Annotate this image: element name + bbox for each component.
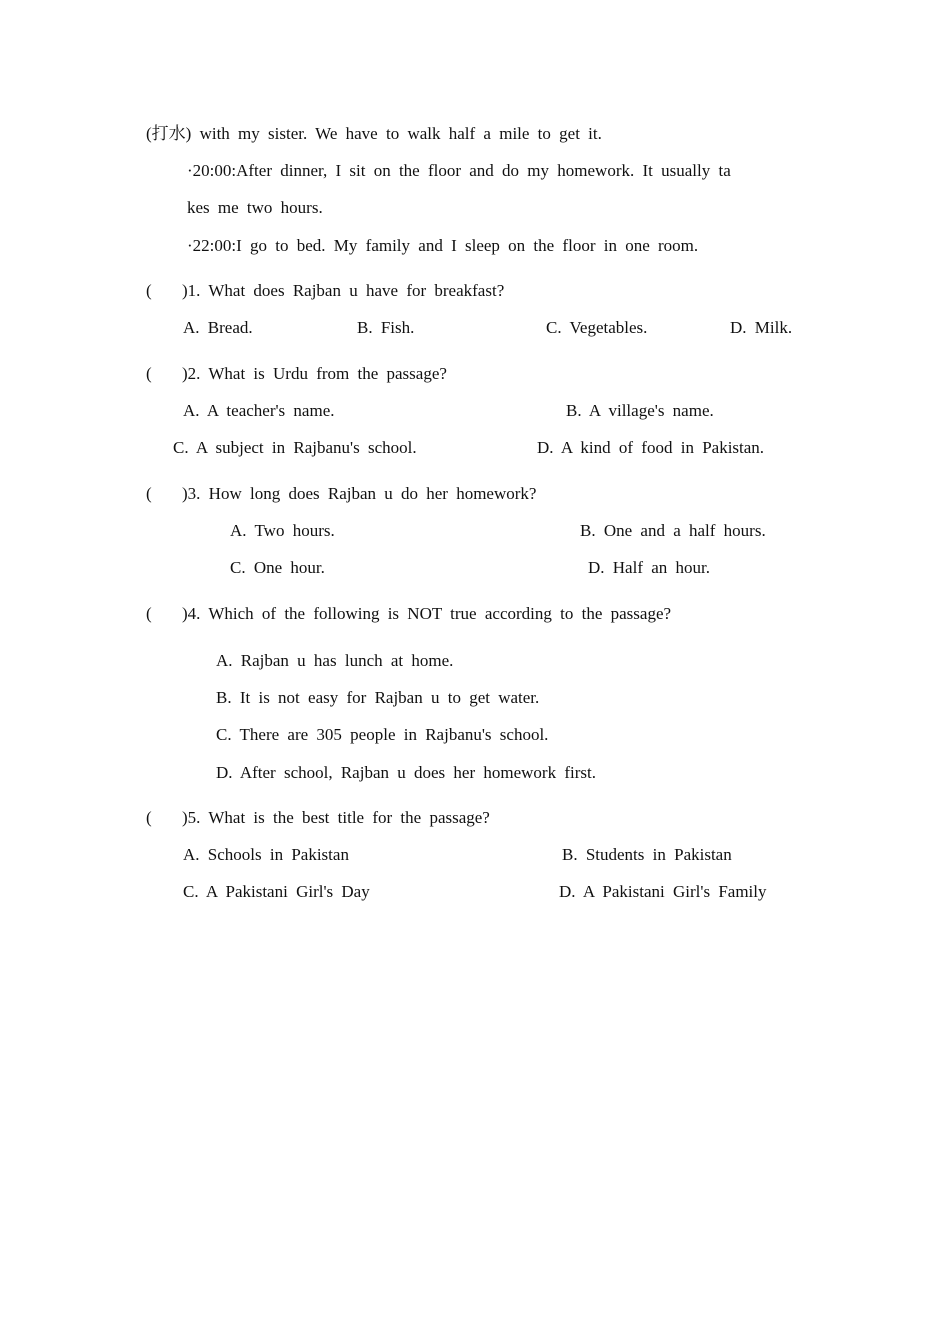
q4-option-c[interactable]: C. There are 305 people in Rajbanu's school. xyxy=(216,725,549,744)
q5-option-c[interactable]: C. A Pakistani Girl's Day xyxy=(183,882,370,901)
question-1-text: )1. What does Rajban u have for breakfast? xyxy=(182,281,505,300)
question-2 xyxy=(146,363,447,385)
question-5 xyxy=(146,807,490,829)
question-3-text: )3. How long does Rajban u do her homework? xyxy=(182,484,537,503)
q2-option-a[interactable]: A. A teacher's name. xyxy=(183,401,335,420)
question-3 xyxy=(146,483,536,505)
q3-option-a[interactable]: A. Two hours. xyxy=(230,521,335,540)
answer-blank-3[interactable]: ( xyxy=(146,484,152,503)
q3-option-c[interactable]: C. One hour. xyxy=(230,558,325,577)
q1-option-d[interactable]: D. Milk. xyxy=(730,318,793,337)
question-2-text: )2. What is Urdu from the passage? xyxy=(182,364,447,383)
passage-line-3: kes me two hours. xyxy=(187,198,323,217)
q1-option-c[interactable]: C. Vegetables. xyxy=(546,318,648,337)
q2-option-d[interactable]: D. A kind of food in Pakistan. xyxy=(537,438,765,457)
answer-blank-1[interactable]: ( xyxy=(146,281,152,300)
question-4 xyxy=(146,603,671,625)
q5-option-a[interactable]: A. Schools in Pakistan xyxy=(183,845,349,864)
question-4-text: )4. Which of the following is NOT true according to the passage? xyxy=(182,604,672,623)
q2-option-b[interactable]: B. A village's name. xyxy=(566,401,714,420)
answer-blank-5[interactable]: ( xyxy=(146,808,152,827)
q5-option-b[interactable]: B. Students in Pakistan xyxy=(562,845,732,864)
q3-option-b[interactable]: B. One and a half hours. xyxy=(580,521,766,540)
q4-option-a[interactable]: A. Rajban u has lunch at home. xyxy=(216,651,454,670)
q4-option-d[interactable]: D. After school, Rajban u does her homework first. xyxy=(216,763,596,782)
q4-option-b[interactable]: B. It is not easy for Rajban u to get water. xyxy=(216,688,540,707)
answer-blank-2[interactable]: ( xyxy=(146,364,152,383)
passage-line-2: ·20:00:After dinner, I sit on the floor and do my homework. It usually ta xyxy=(187,161,731,180)
q1-option-a[interactable]: A. Bread. xyxy=(183,318,253,337)
q3-option-d[interactable]: D. Half an hour. xyxy=(588,558,711,577)
passage-line-4: ·22:00:I go to bed. My family and I sleep on the floor in one room. xyxy=(187,236,699,255)
passage-line-1: (打水) with my sister. We have to walk half a mile to get it. xyxy=(146,124,602,143)
q1-option-b[interactable]: B. Fish. xyxy=(357,318,415,337)
answer-blank-4[interactable]: ( xyxy=(146,604,152,623)
question-5-text: )5. What is the best title for the passage? xyxy=(182,808,490,827)
q2-option-c[interactable]: C. A subject in Rajbanu's school. xyxy=(173,438,417,457)
question-1 xyxy=(146,280,504,302)
q5-option-d[interactable]: D. A Pakistani Girl's Family xyxy=(559,882,767,901)
